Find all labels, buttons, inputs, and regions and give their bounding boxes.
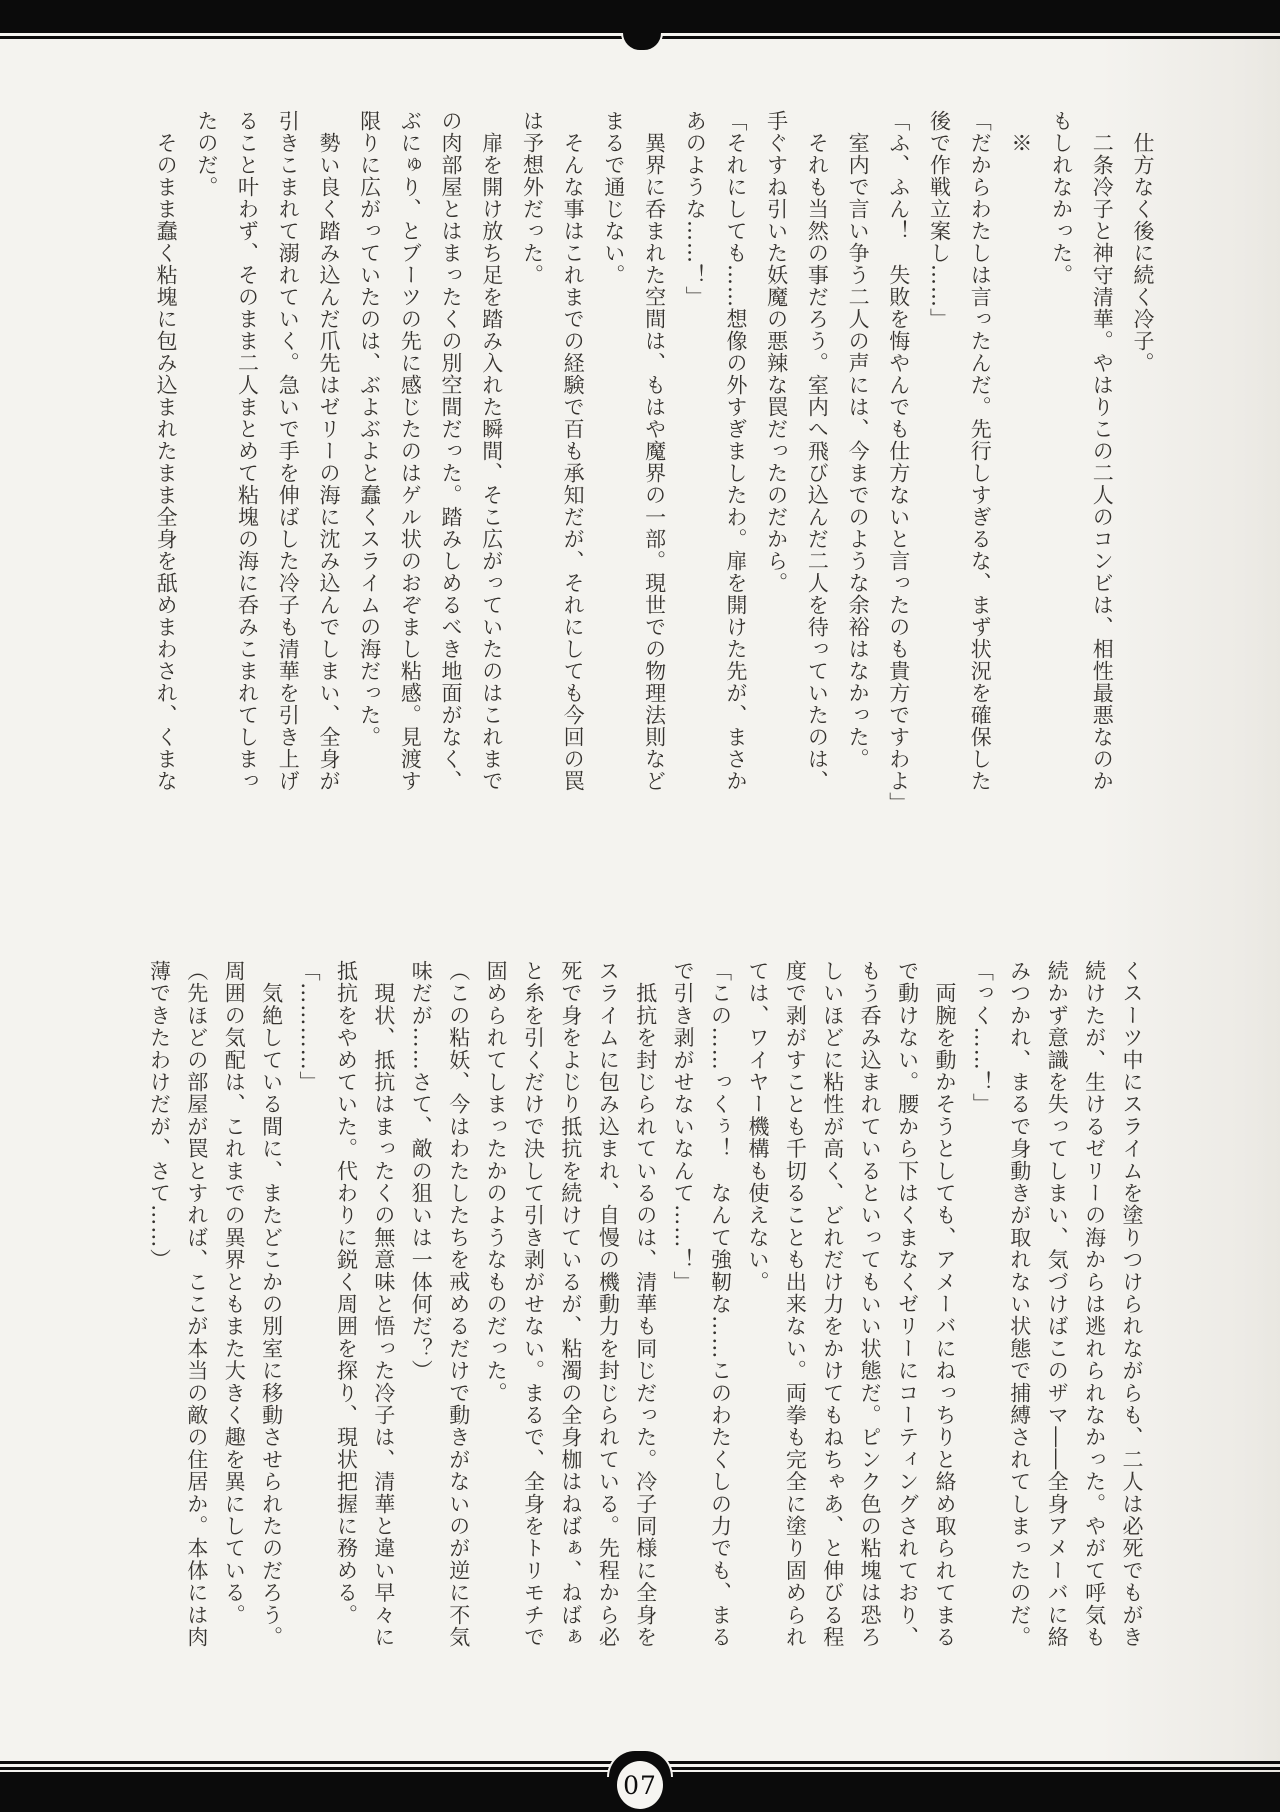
text-column: （先ほどの部屋が罠とすれば、ここが本当の敵の住居か。本体には肉 — [184, 960, 209, 1649]
text-column: もしれなかった。 — [1049, 110, 1074, 286]
text-column: 「この……っくぅ！ なんて強靭な……このわたくしの力でも、まる — [708, 960, 733, 1649]
text-column: 「…………」 — [297, 960, 322, 1094]
text-column: あのような……！」 — [683, 110, 708, 308]
text-column: 引きこまれて溺れていく。急いで手を伸ばした冷子も清華を引き上げ — [276, 110, 301, 792]
top-center-ornament — [621, 33, 663, 52]
text-column: 勢い良く踏み込んだ爪先はゼリーの海に沈み込んでしまい、全身が — [316, 110, 341, 792]
text-column: 死で身をよじり抵抗を続けているが、粘濁の全身枷はねばぁ、ねばぁ — [558, 960, 583, 1649]
text-column: 扉を開け放ち足を踏み入れた瞬間、そこ広がっていたのはこれまで — [479, 110, 504, 792]
text-column: もう呑み込まれているといってもいい状態だ。ピンク色の粘塊は恐ろ — [858, 960, 883, 1649]
text-column: まるで通じない。 — [601, 110, 626, 286]
page-number: 07 — [623, 1770, 657, 1800]
text-column: で動けない。腰から下はくまなくゼリーにコーティングされており、 — [895, 960, 920, 1649]
text-column: そのまま蠢く粘塊に包み込まれたまま全身を舐めまわされ、くまな — [154, 110, 179, 792]
text-column: 続けたが、生けるゼリーの海からは逃れられなかった。やがて呼気も — [1082, 960, 1107, 1649]
text-column: ぶにゅり、とブーツの先に感じたのはゲル状のおぞまし粘感。見渡す — [398, 110, 423, 792]
text-column: 現状、抵抗はまったくの無意味と悟った冷子は、清華と違い早々に — [371, 960, 396, 1649]
text-column: みつかれ、まるで身動きが取れない状態で捕縛されてしまったのだ。 — [1007, 960, 1032, 1649]
text-column: 両腕を動かそうとしても、アメーバにねっちりと絡め取られてまる — [932, 960, 957, 1649]
text-column: （この粘妖、今はわたしたちを戒めるだけで動きがないのが逆に不気 — [446, 960, 471, 1649]
text-column: 後で作戦立案し……」 — [927, 110, 952, 330]
text-column: 二条冷子と神守清華。やはりこの二人のコンビは、相性最悪なのか — [1090, 110, 1115, 792]
text-block-top — [145, 110, 1163, 830]
text-column: 気絶している間に、またどこかの別室に移動させられたのだろう。 — [259, 960, 284, 1649]
text-column: しいほどに粘性が高く、どれだけ力をかけてもねちゃあ、と伸びる程 — [820, 960, 845, 1649]
text-column: ては、ワイヤー機構も使えない。 — [745, 960, 770, 1293]
text-column: 仕方なく後に続く冷子。 — [1131, 110, 1155, 374]
text-column: 味だが……さて、敵の狙いは一体何だ？） — [409, 960, 434, 1382]
text-column: 抵抗を封じられているのは、清華も同じだった。冷子同様に全身を — [633, 960, 658, 1649]
text-column: 薄できたわけだが、さて……） — [147, 960, 172, 1271]
text-column: 固められてしまったかのようなものだった。 — [484, 960, 509, 1404]
text-column: 「それにしても……想像の外すぎましたわ。扉を開けた先が、まさか — [723, 110, 748, 792]
text-column: 室内で言い争う二人の声には、今までのような余裕はなかった。 — [846, 110, 871, 770]
text-column: 度で剥がすことも千切ることも出来ない。両拳も完全に塗り固められ — [783, 960, 808, 1649]
text-column: ること叶わず、そのまま二人まとめて粘塊の海に呑みこまれてしまっ — [235, 110, 260, 792]
text-column: 「っく……！」 — [970, 960, 995, 1116]
text-block-bottom — [140, 960, 1150, 1680]
text-column: 異界に呑まれた空間は、もはや魔界の一部。現世での物理法則など — [642, 110, 667, 792]
text-column: 「だからわたしは言ったんだ。先行しすぎるな、まず状況を確保した — [968, 110, 993, 792]
text-column: 続かず意識を失ってしまい、気づけばこのザマ――全身アメーバに絡 — [1045, 960, 1070, 1649]
text-column: は予想外だった。 — [520, 110, 545, 286]
text-column: 「ふ、ふん！ 失敗を悔やんでも仕方ないと言ったのも貴方ですわよ」 — [886, 110, 911, 814]
text-column: くスーツ中にスライムを塗りつけられながらも、二人は必死でもがき — [1120, 960, 1144, 1649]
page-number-badge — [617, 1761, 663, 1809]
text-column: と糸を引くだけで決して引き剥がせない。まるで、全身をトリモチで — [521, 960, 546, 1649]
text-column: それも当然の事だろう。室内へ飛び込んだ二人を待っていたのは、 — [805, 110, 830, 792]
text-column: で引き剥がせないなんて……！」 — [671, 960, 696, 1293]
text-column: ※ — [1008, 110, 1033, 154]
text-column: 限りに広がっていたのは、ぶよぶよと蠢くスライムの海だった。 — [357, 110, 382, 748]
top-border-band — [0, 0, 1280, 33]
text-column: 手ぐすね引いた妖魔の悪辣な罠だったのだから。 — [764, 110, 789, 594]
text-column: たのだ。 — [194, 110, 219, 198]
text-column: の肉部屋とはまったくの別空間だった。踏みしめるべき地面がなく、 — [439, 110, 464, 792]
text-column: スライムに包み込まれ、自慢の機動力を封じられている。先程から必 — [596, 960, 621, 1649]
text-column: 抵抗をやめていた。代わりに鋭く周囲を探り、現状把握に務める。 — [334, 960, 359, 1626]
text-column: そんな事はこれまでの経験で百も承知だが、それにしても今回の罠 — [561, 110, 586, 792]
text-column: 周囲の気配は、これまでの異界ともまた大きく趣を異にしている。 — [222, 960, 247, 1626]
